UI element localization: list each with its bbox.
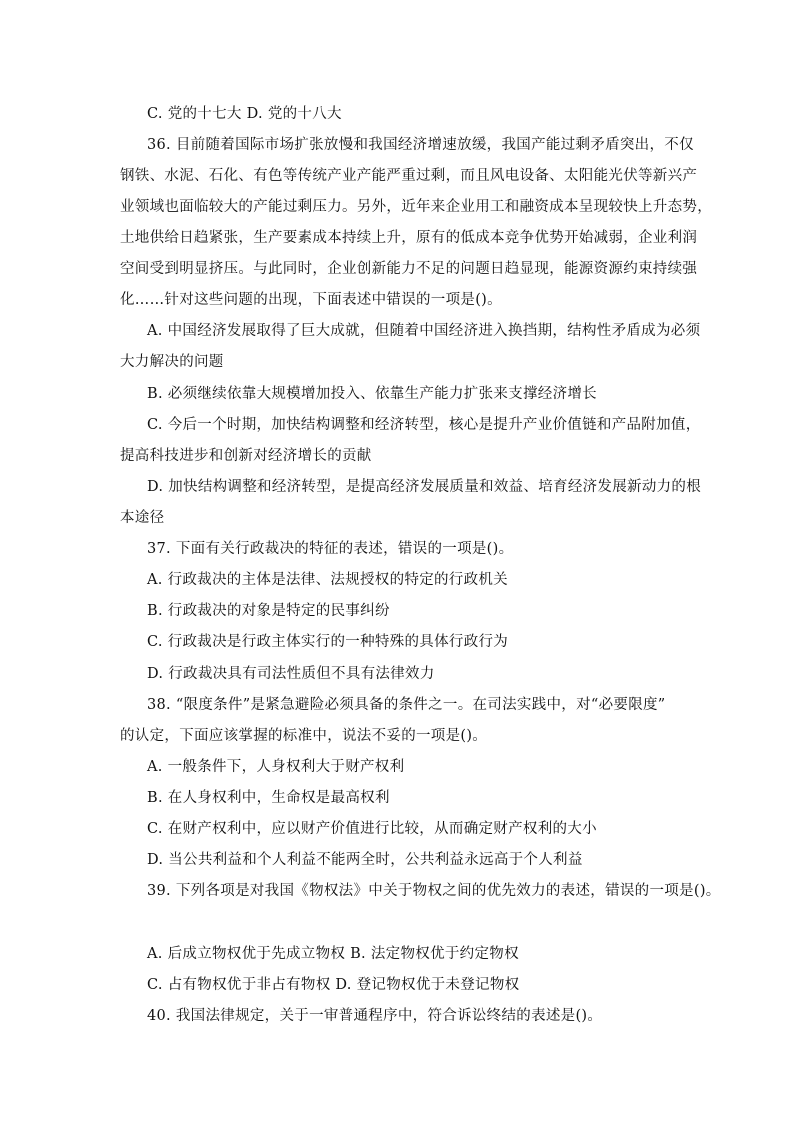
question-39-text: 39. 下列各项是对我国《物权法》中关于物权之间的优先效力的表述，错误的一项是()。 [147,883,721,899]
option-d: D. 加快结构调整和经济转型，是提高经济发展质量和效益、培育经济发展新动力的根 [147,479,702,495]
option-b: B. 在人身权利中，生命权是最高权利 [147,790,390,806]
question-36-text: 化……针对这些问题的出现，下面表述中错误的一项是()。 [120,292,502,308]
option-b: B. 必须继续依靠大规模增加投入、依靠生产能力扩张来支撑经济增长 [147,386,597,402]
question-36-text: 业领域也面临较大的产能过剩压力。另外，近年来企业用工和融资成本呈现较快上升态势， [120,199,712,215]
question-36-text: 空间受到明显挤压。与此同时，企业创新能力不足的问题日趋显现，能源资源约束持续强 [120,261,698,277]
option-line: C. 占有物权优于非占有物权 D. 登记物权优于未登记物权 [147,977,520,993]
option-a: 大力解决的问题 [120,354,224,370]
option-line: C. 党的十七大 D. 党的十八大 [147,106,342,122]
option-d: D. 当公共利益和个人利益不能两全时，公共利益永远高于个人利益 [147,852,583,868]
question-40-text: 40. 我国法律规定，关于一审普通程序中，符合诉讼终结的表述是()。 [147,1008,603,1024]
question-38-text: 38. “限度条件”是紧急避险必须具备的条件之一。在司法实践中，对“必要限度” [147,697,666,713]
option-c: C. 今后一个时期，加快结构调整和经济转型，核心是提升产业价值链和产品附加值， [147,417,701,433]
question-36-text: 36. 目前随着国际市场扩张放慢和我国经济增速放缓，我国产能过剩矛盾突出，不仅 [147,137,694,153]
option-b: B. 行政裁决的对象是特定的民事纠纷 [147,603,390,619]
option-d: D. 行政裁决具有司法性质但不具有法律效力 [147,666,435,682]
option-a: A. 一般条件下，人身权利大于财产权利 [147,759,405,775]
question-36-text: 钢铁、水泥、石化、有色等传统产业产能严重过剩，而且风电设备、太阳能光伏等新兴产 [120,168,698,184]
option-c: 提高科技进步和创新对经济增长的贡献 [120,448,372,464]
option-a: A. 行政裁决的主体是法律、法规授权的特定的行政机关 [147,572,508,588]
option-line: A. 后成立物权优于先成立物权 B. 法定物权优于约定物权 [147,946,519,962]
option-d: 本途径 [120,510,165,526]
question-38-text: 的认定，下面应该掌握的标准中，说法不妥的一项是()。 [120,728,488,744]
option-c: C. 在财产权利中，应以财产价值进行比较，从而确定财产权利的大小 [147,821,597,837]
option-c: C. 行政裁决是行政主体实行的一种特殊的具体行政行为 [147,634,509,650]
option-a: A. 中国经济发展取得了巨大成就，但随着中国经济进入换挡期，结构性矛盾成为必须 [147,323,701,339]
question-36-text: 土地供给日趋紧张，生产要素成本持续上升，原有的低成本竞争优势开始减弱，企业利润 [120,230,698,246]
question-37-text: 37. 下面有关行政裁决的特征的表述，错误的一项是()。 [147,541,514,557]
